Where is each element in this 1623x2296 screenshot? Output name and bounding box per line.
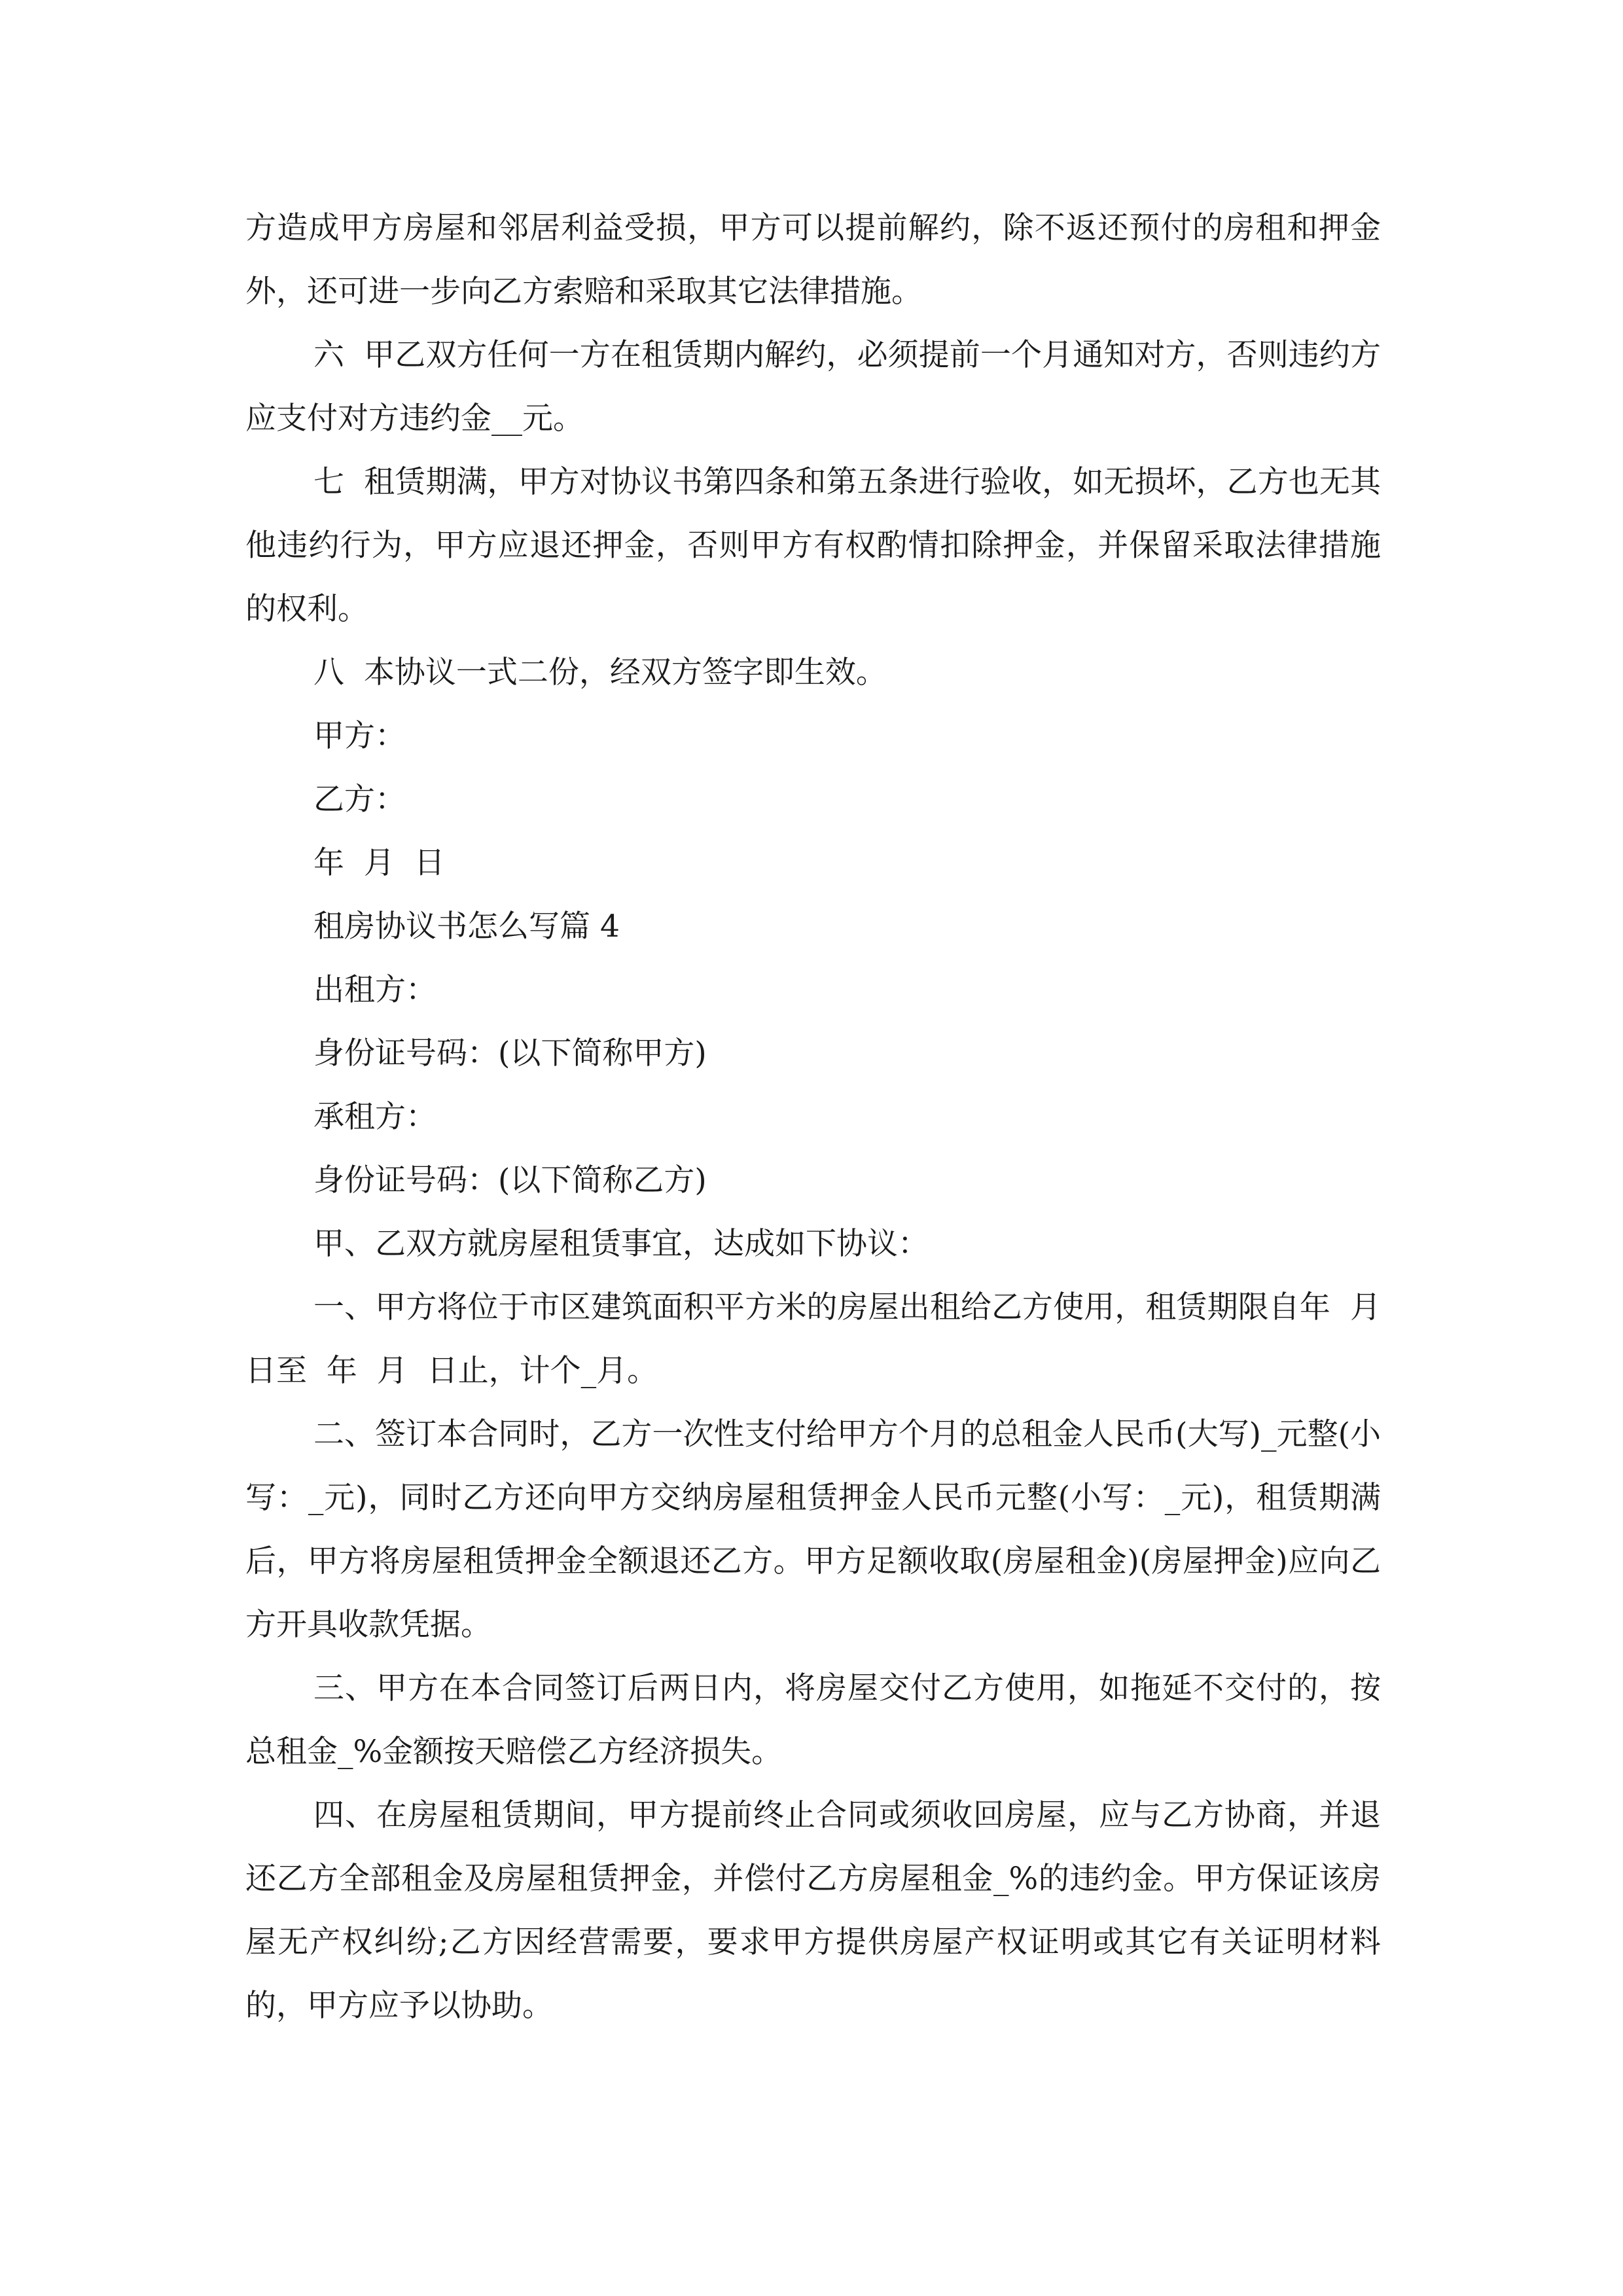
section-title: 租房协议书怎么写篇 4 bbox=[313, 908, 620, 944]
signature-date: 年 月 日 bbox=[313, 845, 445, 881]
signature-party-b: 乙方： bbox=[313, 781, 406, 817]
paragraph-clause-4: 四、在房屋租赁期间，甲方提前终止合同或须收回房屋，应与乙方协商，并退还乙方全部租金及房屋租赁押金，并偿付乙方房屋租金_%的违约金。甲方保证该房屋无产权纠纷;乙方因经营需要，要求甲方提供房屋产权证明或其它有关证明材料的，甲方应予以协助。 bbox=[245, 1797, 1381, 2024]
lessor-id-label: 身份证号码：(以下简称甲方) bbox=[313, 1035, 707, 1071]
paragraph-clause-3: 三、甲方在本合同签订后两日内，将房屋交付乙方使用，如拖延不交付的，按总租金_%金额按天赔偿乙方经济损失。 bbox=[245, 1670, 1381, 1770]
lessee-id-label: 身份证号码：(以下简称乙方) bbox=[313, 1162, 707, 1198]
paragraph-clause-6: 六 甲乙双方任何一方在租赁期内解约，必须提前一个月通知对方，否则违约方应支付对方违约金__元。 bbox=[245, 337, 1381, 437]
lessee-label: 承租方： bbox=[313, 1099, 437, 1135]
lessor-label: 出租方： bbox=[313, 972, 437, 1008]
document-page bbox=[245, 196, 1400, 2037]
paragraph-clause-7: 七 租赁期满，甲方对协议书第四条和第五条进行验收，如无损坏，乙方也无其他违约行为，甲方应退还押金，否则甲方有权酌情扣除押金，并保留采取法律措施的权利。 bbox=[245, 464, 1381, 627]
signature-party-a: 甲方： bbox=[313, 718, 406, 754]
agreement-intro: 甲、乙双方就房屋租赁事宜，达成如下协议： bbox=[313, 1226, 929, 1262]
paragraph-continuation: 方造成甲方房屋和邻居利益受损，甲方可以提前解约，除不返还预付的房租和押金外，还可进一步向乙方索赔和采取其它法律措施。 bbox=[245, 210, 1381, 310]
paragraph-clause-1: 一、甲方将位于市区建筑面积平方米的房屋出租给乙方使用，租赁期限自年 月 日至 年 月 日止，计个_月。 bbox=[245, 1289, 1400, 1389]
paragraph-clause-2: 二、签订本合同时，乙方一次性支付给甲方个月的总租金人民币(大写)_元整(小写：_元)，同时乙方还向甲方交纳房屋租赁押金人民币元整(小写：_元)，租赁期满后，甲方将房屋租赁押金全额退还乙方。甲方足额收取(房屋租金)(房屋押金)应向乙方开具收款凭据。 bbox=[245, 1416, 1381, 1643]
paragraph-clause-8: 八 本协议一式二份，经双方签字即生效。 bbox=[313, 655, 887, 691]
